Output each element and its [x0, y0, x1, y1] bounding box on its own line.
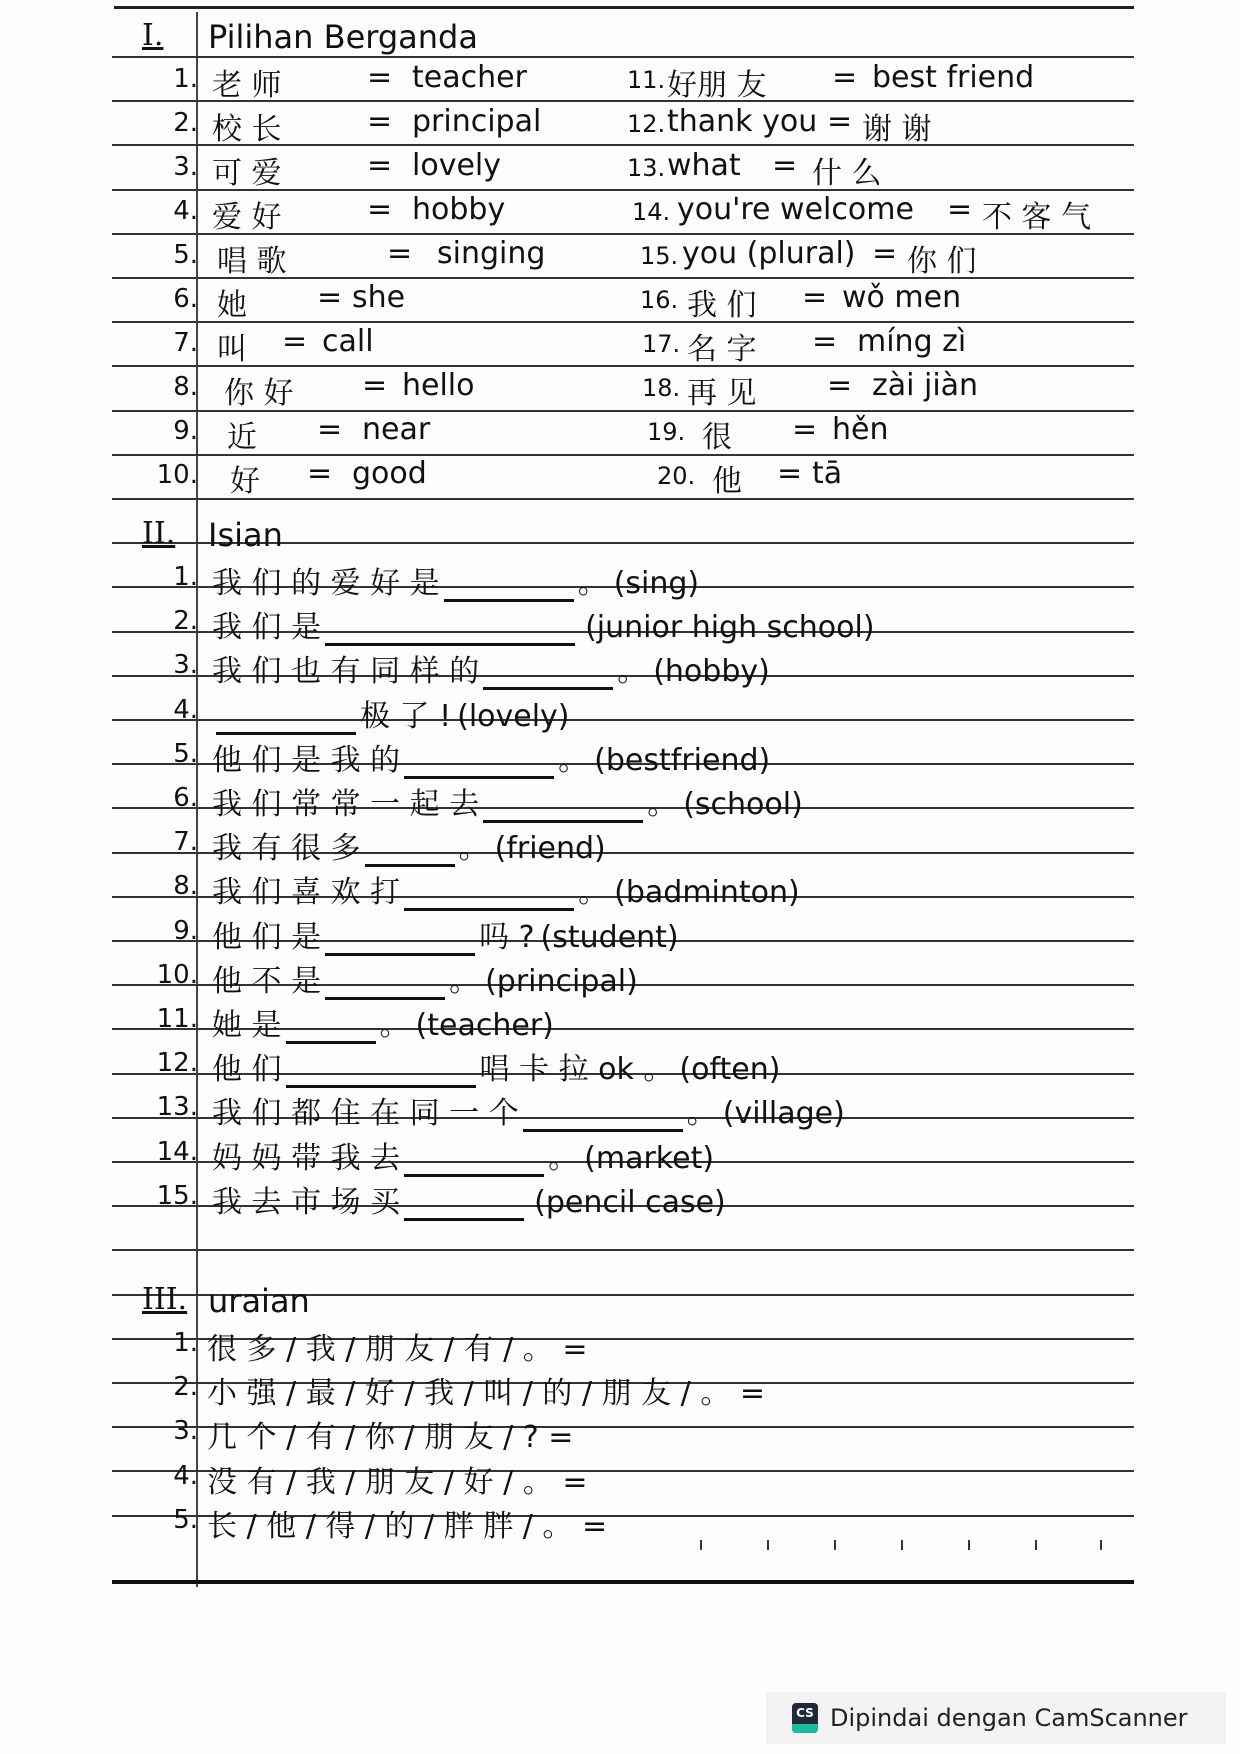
section2-numeral: II.: [142, 516, 176, 551]
vocab-meaning: hěn: [832, 412, 889, 447]
item-number: 1.: [173, 1328, 198, 1358]
question-prefix: 我 们 也 有 同 样 的: [212, 654, 480, 689]
hint-text: (bestfriend): [594, 743, 771, 778]
vocab-meaning: lovely: [412, 148, 501, 183]
item-number: 1.: [173, 64, 198, 94]
vocab-meaning: hello: [402, 368, 475, 403]
question-prefix: 我 们 的 爱 好 是: [212, 566, 440, 601]
question-line: [212, 558, 699, 602]
equals-sign: =: [367, 104, 393, 139]
vocab-term: what: [667, 148, 741, 183]
scrambled-sentence: 小 强 / 最 / 好 / 我 / 叫 / 的 / 朋 友 / 。 =: [207, 1376, 766, 1411]
item-number: 4.: [173, 695, 198, 725]
item-number: 6.: [173, 284, 198, 314]
hint-text: (student): [540, 920, 679, 955]
question-line: [212, 602, 875, 646]
item-number: 12.: [156, 1048, 198, 1078]
answer-blank[interactable]: [286, 1055, 476, 1088]
question-suffix: 吗 ?: [479, 920, 535, 955]
hint-text: (badminton): [614, 875, 800, 910]
vocab-meaning: zài jiàn: [872, 368, 979, 403]
question-prefix: 他 们: [212, 1052, 282, 1087]
camscanner-watermark: [766, 1692, 1226, 1744]
vocab-meaning: míng zì: [857, 324, 967, 359]
scrambled-sentence: 长 / 他 / 得 / 的 / 胖 胖 / 。 =: [207, 1509, 608, 1544]
item-number: 15.: [640, 242, 679, 270]
item-number: 3.: [173, 152, 198, 182]
equals-sign: =: [792, 412, 818, 447]
item-number: 7.: [173, 827, 198, 857]
hint-text: (pencil case): [534, 1185, 726, 1220]
vocab-term: 好: [230, 464, 260, 499]
vocab-term: 名 字: [687, 332, 757, 367]
fill-in-row: [112, 1131, 1134, 1175]
vocab-row: [112, 102, 1134, 146]
vocab-row: [112, 278, 1134, 322]
fill-in-row: [112, 865, 1134, 909]
vocab-row: [112, 146, 1134, 190]
question-line: [212, 956, 638, 1000]
item-number: 9.: [173, 916, 198, 946]
fill-in-row: [112, 556, 1134, 600]
section1-title: Pilihan Berganda: [208, 18, 478, 56]
answer-blank[interactable]: [404, 878, 574, 911]
item-number: 14.: [156, 1137, 198, 1167]
top-rule: [114, 6, 1134, 9]
item-number: 1.: [173, 562, 198, 592]
hint-text: (junior high school): [585, 610, 875, 645]
section2-header: [112, 512, 1134, 556]
item-number: 15.: [156, 1181, 198, 1211]
question-prefix: 他 不 是: [212, 964, 322, 999]
answer-blank[interactable]: [216, 702, 356, 735]
equals-sign: =: [832, 60, 858, 95]
item-number: 8.: [173, 871, 198, 901]
equals-sign: =: [362, 368, 388, 403]
equals-sign: =: [387, 236, 413, 271]
item-number: 13.: [627, 154, 666, 182]
section1-numeral: I.: [142, 18, 164, 53]
question-line: [212, 1133, 714, 1177]
fill-in-row: [112, 1175, 1134, 1219]
question-prefix: 我 们 喜 欢 打: [212, 875, 401, 910]
question-line: [212, 912, 679, 956]
question-line: [212, 1044, 780, 1088]
question-suffix: 。: [449, 964, 480, 999]
vocab-term: 爱 好: [212, 200, 282, 235]
question-suffix: 。: [647, 787, 678, 822]
question-prefix: 他 们 是 我 的: [212, 743, 401, 778]
answer-blank[interactable]: [325, 967, 445, 1000]
question-suffix: 极 了 !: [360, 699, 452, 734]
question-prefix: 她 是: [212, 1008, 282, 1043]
vocab-meaning: call: [322, 324, 374, 359]
equals-sign: =: [317, 280, 343, 315]
vocab-term: 校 长: [212, 112, 282, 147]
section2-title: Isian: [208, 516, 283, 554]
equals-sign: =: [872, 236, 898, 271]
item-number: 10.: [156, 960, 198, 990]
reorder-row: [112, 1322, 1134, 1366]
vocab-row: [112, 190, 1134, 234]
item-number: 20.: [657, 462, 696, 490]
item-number: 4.: [173, 1461, 198, 1491]
equals-sign: =: [812, 324, 838, 359]
question-suffix: 唱 卡 拉 ok 。: [479, 1052, 674, 1087]
equals-sign: =: [282, 324, 308, 359]
question-suffix: 。: [577, 566, 608, 601]
camscanner-logo-icon: [792, 1703, 818, 1733]
item-number: 5.: [173, 240, 198, 270]
vocab-term: thank you: [667, 104, 818, 139]
hint-text: (lovely): [457, 699, 570, 734]
question-suffix: 。: [558, 743, 589, 778]
hint-text: (village): [722, 1096, 845, 1131]
vocab-row: [112, 410, 1134, 454]
item-number: 19.: [647, 418, 686, 446]
question-prefix: 我 们 都 住 在 同 一 个: [212, 1096, 519, 1131]
hint-text: (friend): [494, 831, 606, 866]
item-number: 13.: [156, 1092, 198, 1122]
vocab-meaning: best friend: [872, 60, 1035, 95]
question-line: [212, 646, 770, 690]
hint-text: (hobby): [653, 654, 770, 689]
vocab-term: 老 师: [212, 68, 282, 103]
question-prefix: 妈 妈 带 我 去: [212, 1141, 401, 1176]
fill-in-row: [112, 777, 1134, 821]
section3-numeral: III.: [142, 1282, 188, 1317]
fill-in-row: [112, 733, 1134, 777]
vocab-meaning: teacher: [412, 60, 527, 95]
item-number: 4.: [173, 196, 198, 226]
vocab-term: 好朋 友: [667, 68, 767, 103]
question-line: [212, 1177, 726, 1221]
vocab-meaning: near: [362, 412, 431, 447]
question-line: [212, 735, 770, 779]
scrambled-sentence: 很 多 / 我 / 朋 友 / 有 / 。 =: [207, 1332, 588, 1367]
item-number: 14.: [632, 198, 671, 226]
answer-blank[interactable]: [325, 613, 575, 646]
question-suffix: 。: [379, 1008, 410, 1043]
fill-in-row: [112, 689, 1134, 733]
watermark-label: Dipindai dengan CamScanner: [830, 1704, 1188, 1732]
fill-in-row: [112, 954, 1134, 998]
equals-sign: =: [827, 104, 853, 139]
vocab-term: 他: [712, 464, 742, 499]
vocab-meaning: she: [352, 280, 406, 315]
vocab-term: 你 好: [224, 376, 294, 411]
question-line: [212, 867, 800, 911]
vocab-meaning: hobby: [412, 192, 506, 227]
fill-in-row: [112, 1086, 1134, 1130]
vocab-term: 近: [227, 420, 257, 455]
fill-in-row: [112, 910, 1134, 954]
hint-text: (teacher): [415, 1008, 554, 1043]
hint-text: (market): [584, 1141, 715, 1176]
ruler-ticks: [700, 1540, 1120, 1552]
fill-in-row: [112, 600, 1134, 644]
answer-blank[interactable]: [483, 657, 613, 690]
equals-sign: =: [777, 456, 803, 491]
item-number: 3.: [173, 650, 198, 680]
equals-sign: =: [367, 192, 393, 227]
item-number: 18.: [642, 374, 681, 402]
vocab-meaning: principal: [412, 104, 542, 139]
vocab-row: [112, 58, 1134, 102]
fill-in-row: [112, 1042, 1134, 1086]
hint-text: (principal): [485, 964, 638, 999]
reorder-row: [112, 1499, 1134, 1543]
equals-sign: =: [947, 192, 973, 227]
reorder-row: [112, 1455, 1134, 1499]
item-number: 11.: [627, 66, 666, 94]
vocab-row: [112, 234, 1134, 278]
item-number: 2.: [173, 1372, 198, 1402]
question-prefix: 他 们 是: [212, 920, 322, 955]
equals-sign: =: [307, 456, 333, 491]
equals-sign: =: [367, 148, 393, 183]
vocab-term: 叫: [217, 332, 247, 367]
answer-blank[interactable]: [365, 834, 455, 867]
section3-title: uraian: [208, 1282, 310, 1320]
vocab-meaning: 什 么: [812, 156, 882, 191]
item-number: 5.: [173, 739, 198, 769]
question-suffix: 。: [578, 875, 609, 910]
question-suffix: 。: [548, 1141, 579, 1176]
answer-blank[interactable]: [444, 569, 574, 602]
vocab-term: 很: [702, 420, 732, 455]
item-number: 2.: [173, 606, 198, 636]
equals-sign: =: [317, 412, 343, 447]
answer-blank[interactable]: [325, 923, 475, 956]
item-number: 16.: [640, 286, 679, 314]
item-number: 2.: [173, 108, 198, 138]
vocab-meaning: 你 们: [907, 244, 977, 279]
scrambled-sentence: 没 有 / 我 / 朋 友 / 好 / 。 =: [207, 1465, 588, 1500]
fill-in-row: [112, 998, 1134, 1042]
vocab-meaning: 不 客 气: [982, 200, 1092, 235]
vocab-term: 可 爱: [212, 156, 282, 191]
logo-text: CS: [796, 1706, 814, 1720]
scrambled-sentence: 几 个 / 有 / 你 / 朋 友 / ? =: [207, 1420, 574, 1455]
vocab-meaning: wǒ men: [842, 280, 962, 315]
hint-text: (school): [683, 787, 803, 822]
answer-blank[interactable]: [404, 1188, 524, 1221]
fill-in-row: [112, 821, 1134, 865]
item-number: 7.: [173, 328, 198, 358]
reorder-row: [112, 1366, 1134, 1410]
vocab-term: 她: [217, 288, 247, 323]
hint-text: (often): [679, 1052, 781, 1087]
vocab-row: [112, 454, 1134, 498]
vocab-meaning: singing: [437, 236, 546, 271]
item-number: 11.: [156, 1004, 198, 1034]
item-number: 3.: [173, 1416, 198, 1446]
vocab-meaning: 谢 谢: [862, 112, 932, 147]
vocab-term: 再 见: [687, 376, 757, 411]
item-number: 5.: [173, 1505, 198, 1535]
answer-blank[interactable]: [404, 746, 554, 779]
question-prefix: 我 们 是: [212, 610, 322, 645]
answer-blank[interactable]: [404, 1144, 544, 1177]
section3-header: [112, 1278, 1134, 1322]
equals-sign: =: [802, 280, 828, 315]
vocab-term: 唱 歌: [217, 244, 287, 279]
fill-in-row: [112, 644, 1134, 688]
question-prefix: 我 有 很 多: [212, 831, 361, 866]
question-line: [212, 691, 570, 735]
vocab-row: [112, 366, 1134, 410]
question-line: [212, 1000, 554, 1044]
vocab-row: [112, 322, 1134, 366]
question-prefix: 我 去 市 场 买: [212, 1185, 401, 1220]
equals-sign: =: [827, 368, 853, 403]
vocab-meaning: tā: [812, 456, 843, 491]
item-number: 17.: [642, 330, 681, 358]
hint-text: (sing): [613, 566, 700, 601]
question-line: [212, 779, 803, 823]
equals-sign: =: [367, 60, 393, 95]
reorder-row: [112, 1410, 1134, 1454]
section1-header: [112, 14, 1134, 58]
item-number: 9.: [173, 416, 198, 446]
item-number: 6.: [173, 783, 198, 813]
answer-blank[interactable]: [483, 790, 643, 823]
question-line: [212, 1088, 845, 1132]
answer-blank[interactable]: [286, 1011, 376, 1044]
item-number: 8.: [173, 372, 198, 402]
vocab-term: you (plural): [682, 236, 856, 271]
question-suffix: 。: [686, 1096, 717, 1131]
vocab-term: 我 们: [687, 288, 757, 323]
item-number: 10.: [156, 460, 198, 490]
question-suffix: 。: [617, 654, 648, 689]
question-suffix: 。: [458, 831, 489, 866]
vocab-term: you're welcome: [677, 192, 914, 227]
item-number: 12.: [627, 110, 666, 138]
answer-blank[interactable]: [523, 1099, 683, 1132]
question-prefix: 我 们 常 常 一 起 去: [212, 787, 480, 822]
equals-sign: =: [772, 148, 798, 183]
question-line: [212, 823, 606, 867]
vocab-meaning: good: [352, 456, 427, 491]
